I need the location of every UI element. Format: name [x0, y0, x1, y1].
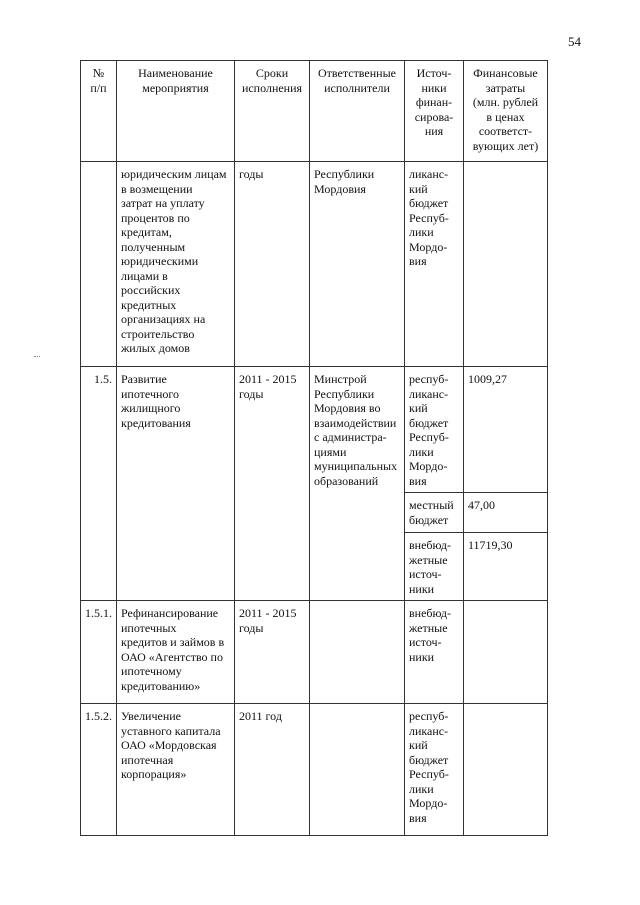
- row-name: Рефинансирование ипотечных кредитов и займов в ОАО «Агентство по ипотечному кредитованию»: [117, 601, 235, 704]
- row-cost: [464, 704, 548, 836]
- row-source: респуб- ликанс- кий бюджет Респуб- лики Мордо- вия: [405, 704, 464, 836]
- header-cost: Финансовые затраты (млн. рублей в ценах соответст- вующих лет): [464, 61, 548, 162]
- row-cost: 11719,30: [464, 533, 548, 601]
- header-source: Источ- ники финан- сирова- ния: [405, 61, 464, 162]
- row-term: 2011 - 2015 годы: [235, 601, 310, 704]
- row-source: ликанс- кий бюджет Респуб- лики Мордо- вия: [405, 162, 464, 367]
- row-source: внебюд- жетные источ- ники: [405, 533, 464, 601]
- table-row: [81, 162, 548, 367]
- row-executors: Республики Мордовия: [310, 162, 405, 367]
- row-num: 1.5.1.: [81, 601, 117, 704]
- row-source: местный бюджет: [405, 493, 464, 533]
- row-term: 2011 год: [235, 704, 310, 836]
- margin-mark: [34, 356, 40, 357]
- row-executors: [310, 601, 405, 704]
- row-executors: [310, 704, 405, 836]
- row-num: 1.5.: [81, 367, 117, 601]
- table-row: [81, 367, 548, 493]
- row-executors: Минстрой Республики Мордовия во взаимодействии с администра- циями муниципальных образований: [310, 367, 405, 601]
- header-term: Сроки исполнения: [235, 61, 310, 162]
- row-num: [81, 162, 117, 367]
- table-row: [81, 704, 548, 836]
- row-term: 2011 - 2015 годы: [235, 367, 310, 601]
- row-term: годы: [235, 162, 310, 367]
- row-name: Увеличение уставного капитала ОАО «Мордовская ипотечная корпорация»: [117, 704, 235, 836]
- row-name: Развитие ипотечного жилищного кредитования: [117, 367, 235, 601]
- header-num: № п/п: [81, 61, 117, 162]
- row-name: юридическим лицам в возмещении затрат на уплату процентов по кредитам, полученным юридическими лицами в российских кредитных организациях на строительство жилых домов: [117, 162, 235, 367]
- header-executors: Ответственные исполнители: [310, 61, 405, 162]
- table-row: [81, 601, 548, 704]
- row-cost: 1009,27: [464, 367, 548, 493]
- row-num: 1.5.2.: [81, 704, 117, 836]
- row-cost: [464, 162, 548, 367]
- table-header: [81, 61, 548, 162]
- page-number: 54: [568, 34, 581, 49]
- measures-table: [80, 60, 548, 836]
- row-source: респуб- ликанс- кий бюджет Респуб- лики Мордо- вия: [405, 367, 464, 493]
- row-cost: [464, 601, 548, 704]
- header-name: Наименование мероприятия: [117, 61, 235, 162]
- row-source: внебюд- жетные источ- ники: [405, 601, 464, 704]
- row-cost: 47,00: [464, 493, 548, 533]
